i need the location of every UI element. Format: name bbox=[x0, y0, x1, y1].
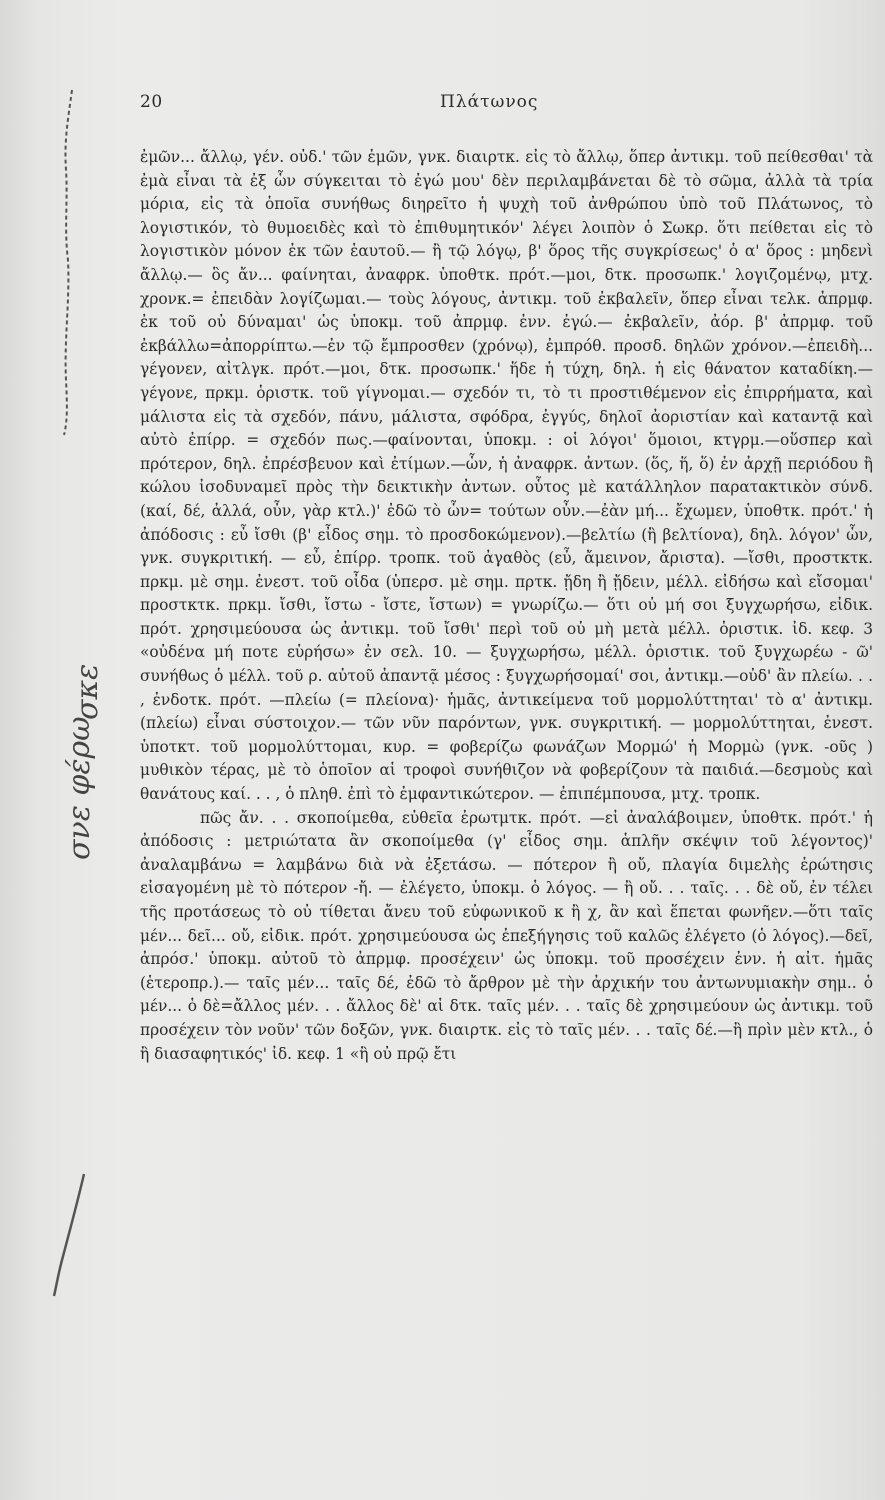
handwritten-margin-note: σνε φέρω bbox=[62, 716, 97, 860]
commentary-text bbox=[140, 146, 873, 1066]
page-number: 20 bbox=[140, 92, 163, 112]
page-header bbox=[140, 92, 875, 120]
handwritten-margin-note: σκε bbox=[70, 663, 105, 720]
running-title: Πλάτωνος bbox=[440, 92, 539, 112]
margin-pencil-mark bbox=[24, 80, 84, 440]
margin-pencil-stroke bbox=[48, 1170, 88, 1300]
paragraph: ἐμῶν... ἄλλῳ, γέν. οὐδ.' τῶν ἐμῶν, γνκ. διαιρτκ. εἰς τὸ ἄλλῳ, ὅπερ ἀντικμ. τοῦ πείθεσθαι' τὰ ἐμὰ εἶναι τὰ ἐξ ὧν σύγκειται τὸ ἐγώ μου' δὲν περιλαμβάνεται δὲ τὸ σῶμα, ἀλλὰ τὰ τρία μόρια, εἰς τὰ ὁποῖα συνήθως διηρεῖτο ἡ ψυχὴ τοῦ ἀνθρώπου ὑπὸ τοῦ Πλάτωνος, τὸ λογιστικόν, τὸ θυμοειδὲς καὶ τὸ ἐπιθυμητικόν' λέγει λοιπὸν ὁ Σωκρ. ὅτι πείθεται εἰς τὸ λογιστικὸν μόνον ἐκ τῶν ἑαυτοῦ.— ἢ τῷ λόγῳ, β' ὅρος τῆς συγκρίσεως' ὁ α' ὅρος : μηδενὶ ἄλλῳ.— ὃς ἄν... φαίνηται, ἀναφρκ. ὑποθτκ. πρότ.—μοι, δτκ. προσωπκ.' λογιζομένῳ, μτχ. χρονκ.= ἐπειδὰν λογίζωμαι.— τοὺς λόγους, ἀντικμ. τοῦ ἐκβαλεῖν, ὅπερ εἶναι τελκ. ἀπρμφ. ἐκ τοῦ οὐ δύναμαι' ὡς ὑποκμ. τοῦ ἀπρμφ. ἐνν. ἐγώ.— ἐκβαλεῖν, ἀόρ. β' ἀπρμφ. τοῦ ἐκβάλλω=ἀπορρίπτω.—ἐν τῷ ἔμπροσθεν (χρόνῳ), ἐμπρόθ. προσδ. δηλῶν χρόνον.—ἐπειδὴ... γέγονεν, αἰτλγκ. πρότ.—μοι, δτκ. προσωπκ.' ἥδε ἡ τύχη, δηλ. ἡ εἰς θάνατον καταδίκη.—γέγονε, πρκμ. ὁριστκ. τοῦ γίγνομαι.— σχεδόν τι, τὸ τι προστιθέμενον εἰς ἐπιρρήματα, καὶ μάλιστα εἰς τὰ σχεδόν, πάνυ, μάλιστα, σφόδρα, ἐγγύς, δηλοῖ ἀοριστίαν καὶ καταντᾷ καὶ αὐτὸ ἐπίρρ. = σχεδόν πως.—φαίνονται, ὑποκμ. : οἱ λόγοι' ὅμοιοι, κτγρμ.—οὕσπερ καὶ πρότερον, δηλ. ἐπρέσβευον καὶ ἐτίμων.—ὧν, ἡ ἀναφρκ. ἀντων. (ὅς, ἥ, ὅ) ἐν ἀρχῇ περιόδου ἢ κώλου ἰσοδυναμεῖ πρὸς τὴν δεικτικὴν ἀντων. οὗτος μὲ κατάλληλον παρατακτικὸν σύνδ. (καί, δέ, ἀλλά, οὖν, γὰρ κτλ.)' ἐδῶ τὸ ὧν= τούτων οὖν.—ἐὰν μή... ἔχωμεν, ὑποθτκ. πρότ.' ἡ ἀπόδοσις : εὖ ἴσθι (β' εἶδος σημ. τὸ προσδοκώμενον).—βελτίω (ἢ βελτίονα), δηλ. λόγον' ὧν, γνκ. συγκριτική. — εὖ, ἐπίρρ. τροπκ. τοῦ ἀγαθὸς (εὖ, ἄμεινον, ἄριστα). —ἴσθι, προστκτκ. πρκμ. μὲ σημ. ἐνεστ. τοῦ οἶδα (ὑπερσ. μὲ σημ. πρτκ. ᾔδη ἢ ᾔδειν, μέλλ. εἰδήσω καὶ εἴσομαι' προστκτκ. πρκμ. ἴσθι, ἴστω - ἴστε, ἴστων) = γνωρίζω.— ὅτι οὐ μή σοι ξυγχωρήσω, εἰδικ. πρότ. χρησιμεύουσα ὡς ἀντικμ. τοῦ ἴσθι' περὶ τοῦ οὐ μὴ μετὰ μέλλ. ὁριστικ. ἰδ. κεφ. 3 «οὐδένα μή ποτε εὑρήσω» ἐν σελ. 10. — ξυγχωρήσω, μέλλ. ὁριστικ. τοῦ ξυγχωρέω - ῶ' συνήθως ὁ μέλλ. τοῦ ρ. αὐτοῦ ἀπαντᾷ μέσος : ξυγχωρήσομαί' σοι, ἀντικμ.—οὐδ' ἂν πλείω. . . , ἐνδοτκ. πρότ. —πλείω (= πλείονα)· ἡμᾶς, ἀντικείμενα τοῦ μορμολύττηται' τὸ α' ἀντικμ. (πλείω) εἶναι σύστοιχον.— τῶν νῦν παρόντων, γνκ. συγκριτική. — μορμολύττηται, ἐνεστ. ὑποτκτ. τοῦ μορμολύττομαι, κυρ. = φοβερίζω φωνάζων Μορμώ' ἡ Μορμὼ (γνκ. -οῦς ) μυθικὸν τέρας, μὲ τὸ ὁποῖον αἱ τροφοὶ συνήθιζον νὰ φοβερίζουν τὰ παιδιά.—δεσμοὺς καὶ θανάτους καί. . . , ὁ πληθ. ἐπὶ τὸ ἐμφαντικώτερον. — ἐπιπέμπουσα, μτχ. τροπκ. bbox=[140, 148, 873, 804]
paragraph: πῶς ἄν. . . σκοποίμεθα, εὐθεῖα ἐρωτμτκ. πρότ. —εἰ ἀναλάβοιμεν, ὑποθτκ. πρότ.' ἡ ἀπόδοσις : μετριώτατα ἂν σκοποίμεθα (γ' εἶδος σημ. ἁπλῆν σκέψιν τοῦ λέγοντος)' ἀναλαμβάνω = λαμβάνω διὰ νὰ ἐξετάσω. — πότερον ἢ οὔ, πλαγία διμελὴς ἐρώτησις εἰσαγομένη μὲ τὸ πότερον -ἤ. — ἐλέγετο, ὑποκμ. ὁ λόγος. — ἢ οὔ. . . ταῖς. . . δὲ οὔ, ἐν τέλει τῆς προτάσεως τὸ οὐ τίθεται ἄνευ τοῦ εὐφωνικοῦ κ ἢ χ, ἂν καὶ ἕπεται φωνῆεν.—ὅτι ταῖς μέν... δεῖ... οὔ, εἰδικ. πρότ. χρησιμεύουσα ὡς ἐπεξήγησις τοῦ καλῶς ἐλέγετο (ὁ λόγος).—δεῖ, ἀπρόσ.' ὑποκμ. αὐτοῦ τὸ ἀπρμφ. προσέχειν' ὡς ὑποκμ. τοῦ προσέχειν ἐνν. ἡ αἰτ. ἡμᾶς (ἑτεροπρ.).— ταῖς μέν... ταῖς δέ, ἐδῶ τὸ ἄρθρον μὲ τὴν ἀρχικήν του ἀντωνυμιακὴν σημ.. ὁ μέν... ὁ δὲ=ἄλλος μέν. . . ἄλλος δὲ' αἱ δτκ. ταῖς μέν. . . ταῖς δὲ χρησιμεύουν ὡς ἀντικμ. τοῦ προσέχειν τὸν νοῦν' τῶν δοξῶν, γνκ. διαιρτκ. εἰς τὸ ταῖς μέν. . . ταῖς δέ.—ἢ πρὶν μὲν κτλ., ὁ ἢ διασαφητικός' ἰδ. κεφ. 1 «ἢ οὐ πρῷ ἔτι bbox=[140, 808, 873, 1063]
